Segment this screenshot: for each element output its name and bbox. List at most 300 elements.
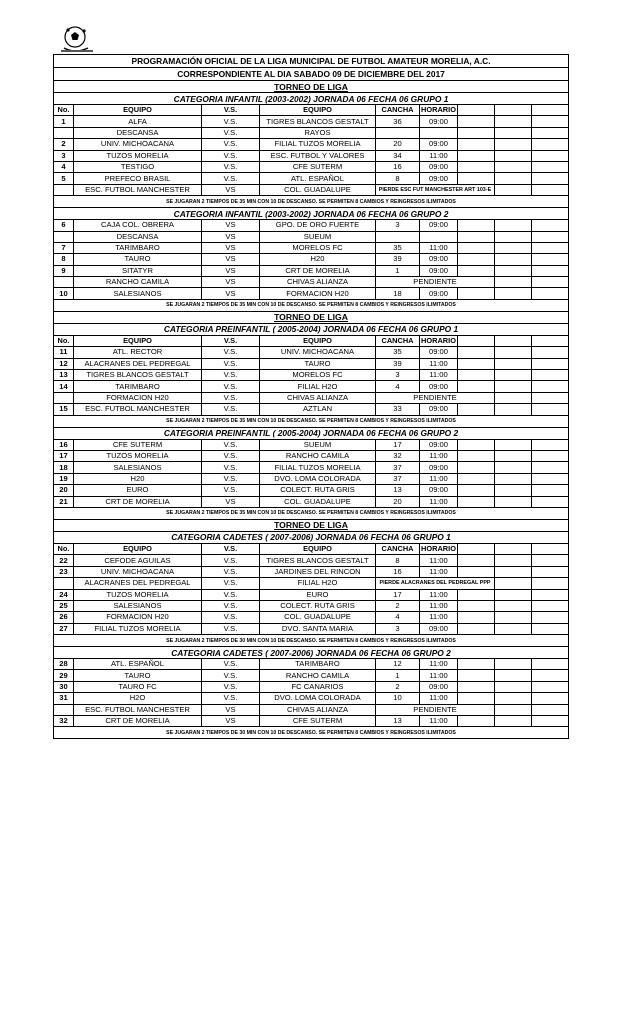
tournament-heading: TORNEO DE LIGA: [54, 81, 569, 93]
col-header-time: HORARIO: [421, 336, 456, 346]
home-team: CAJA COL. OBRERA: [74, 220, 202, 231]
empty-cell: [458, 485, 495, 496]
match-row: [54, 578, 569, 589]
match-time: 09:00: [420, 462, 458, 473]
empty-cell: [458, 462, 495, 473]
away-team: FC CANARIOS: [260, 681, 376, 692]
match-row: [54, 670, 569, 681]
rules-note: SE JUGARAN 2 TIEMPOS DE 30 MIN CON 10 DE DESCANSO. SE PERMITEN 8 CAMBIOS Y REINGRESOS ILIMITADOS: [54, 635, 569, 647]
away-team: JARDINES DEL RINCON: [260, 566, 376, 577]
match-time: 09:00: [420, 161, 458, 172]
col-header-court: CANCHA: [376, 335, 420, 346]
match-number: 27: [54, 623, 74, 634]
empty-cell: [458, 612, 495, 623]
home-team: TAURO: [74, 254, 202, 265]
category-heading: CATEGORIA INFANTIL (2003-2002) JORNADA 06 FECHA 06 GRUPO 1: [54, 93, 569, 105]
rules-note: SE JUGARAN 2 TIEMPOS DE 35 MIN CON 10 DE DESCANSO. SE PERMITEN 8 CAMBIOS Y REINGRESOS ILIMITADOS: [54, 299, 569, 311]
versus-label: V.S.: [202, 485, 260, 496]
empty-cell: [495, 220, 532, 231]
home-team: CEFODE AGUILAS: [74, 555, 202, 566]
empty-cell: [458, 566, 495, 577]
match-number: [54, 231, 74, 242]
match-row: [54, 277, 569, 288]
versus-label: V.S.: [202, 600, 260, 611]
empty-cell: [495, 716, 532, 727]
match-time: 09:00: [420, 265, 458, 276]
empty-cell: [495, 681, 532, 692]
away-team: FORMACION H20: [260, 288, 376, 299]
empty-cell: [532, 105, 569, 116]
match-row: [54, 381, 569, 392]
away-team: EURO: [260, 589, 376, 600]
away-team: TAURO: [260, 358, 376, 369]
empty-cell: [532, 555, 569, 566]
match-number: 10: [54, 288, 74, 299]
col-header-team1: EQUIPO: [74, 335, 202, 346]
empty-cell: [532, 566, 569, 577]
versus-label: VS: [202, 288, 260, 299]
category-heading: CATEGORIA INFANTIL (2003-2002) JORNADA 06 FECHA 06 GRUPO 2: [54, 208, 569, 220]
category-heading-row: [54, 208, 569, 220]
away-team: SUEUM: [260, 439, 376, 450]
empty-cell: [495, 150, 532, 161]
match-time: 11:00: [420, 693, 458, 704]
match-row: [54, 150, 569, 161]
col-header-no: No.: [54, 543, 74, 554]
schedule-table: [53, 54, 569, 739]
home-team: ESC. FUTBOL MANCHESTER: [74, 404, 202, 415]
empty-cell: [532, 659, 569, 670]
match-time: 09:00: [420, 254, 458, 265]
match-number: 18: [54, 462, 74, 473]
empty-cell: [458, 496, 495, 507]
match-row: [54, 358, 569, 369]
match-time: 09:00: [420, 485, 458, 496]
col-header-team1: EQUIPO: [74, 105, 202, 116]
match-time: 11:00: [420, 555, 458, 566]
empty-cell: [532, 670, 569, 681]
home-team: UNIV. MICHOACANA: [74, 566, 202, 577]
empty-cell: [458, 116, 495, 127]
away-team: DVO. SANTA MARIA: [260, 623, 376, 634]
match-number: 2: [54, 139, 74, 150]
empty-cell: [495, 589, 532, 600]
versus-label: VS: [202, 704, 260, 715]
match-time: 09:00: [420, 439, 458, 450]
col-header-court: CANCHA: [376, 543, 420, 554]
home-team: ATL. ESPAÑOL: [74, 659, 202, 670]
court-number: 8: [376, 555, 420, 566]
empty-cell: [532, 335, 569, 346]
empty-cell: [532, 358, 569, 369]
versus-label: V.S.: [202, 589, 260, 600]
empty-cell: [532, 347, 569, 358]
match-time: 09:00: [420, 173, 458, 184]
col-header-team2: EQUIPO: [260, 335, 376, 346]
versus-label: V.S.: [202, 612, 260, 623]
home-team: ATL. RECTOR: [74, 347, 202, 358]
versus-label: VS: [202, 220, 260, 231]
empty-cell: [532, 392, 569, 403]
home-team: TARIMBARO: [74, 242, 202, 253]
empty-cell: [532, 589, 569, 600]
match-time: [420, 127, 458, 138]
empty-cell: [532, 473, 569, 484]
court-number: 10: [376, 693, 420, 704]
category-heading: CATEGORIA PREINFANTIL ( 2005-2004) JORNADA 06 FECHA 06 GRUPO 1: [54, 323, 569, 335]
court-number: 4: [376, 612, 420, 623]
away-team: COL. GUADALUPE: [260, 612, 376, 623]
away-team: MORELOS FC: [260, 242, 376, 253]
match-row: [54, 127, 569, 138]
empty-cell: [495, 139, 532, 150]
match-time: 11:00: [420, 242, 458, 253]
match-row: [54, 404, 569, 415]
empty-cell: [532, 161, 569, 172]
versus-label: V.S.: [202, 173, 260, 184]
empty-cell: [532, 150, 569, 161]
empty-cell: [495, 439, 532, 450]
empty-cell: [458, 254, 495, 265]
away-team: FILIAL H2O: [260, 381, 376, 392]
empty-cell: [532, 254, 569, 265]
empty-cell: [532, 600, 569, 611]
empty-cell: [532, 578, 569, 589]
empty-cell: [532, 139, 569, 150]
col-header-no: No.: [54, 105, 74, 116]
home-team: FORMACION H20: [74, 392, 202, 403]
versus-label: V.S.: [202, 381, 260, 392]
away-team: TARIMBARO: [260, 659, 376, 670]
match-time: 09:00: [420, 404, 458, 415]
court-number: 12: [376, 659, 420, 670]
col-header-team1: EQUIPO: [74, 543, 202, 554]
empty-cell: [495, 704, 532, 715]
empty-cell: [495, 277, 532, 288]
empty-cell: [495, 473, 532, 484]
empty-cell: [532, 242, 569, 253]
empty-cell: [532, 693, 569, 704]
empty-cell: [532, 612, 569, 623]
court-number: 1: [376, 670, 420, 681]
match-number: 14: [54, 381, 74, 392]
empty-cell: [458, 105, 495, 116]
match-time: 09:00: [420, 220, 458, 231]
match-number: 6: [54, 220, 74, 231]
match-number: 20: [54, 485, 74, 496]
away-team: COL. GUADALUPE: [260, 496, 376, 507]
home-team: PREFECO BRASIL: [74, 173, 202, 184]
home-team: TAURO: [74, 670, 202, 681]
match-row: [54, 589, 569, 600]
empty-cell: [495, 347, 532, 358]
col-header-vs: V.S.: [202, 543, 260, 554]
empty-cell: [532, 381, 569, 392]
match-number: 5: [54, 173, 74, 184]
match-row: [54, 370, 569, 381]
away-team: DVO. LOMA COLORADA: [260, 693, 376, 704]
empty-cell: [532, 116, 569, 127]
match-row: [54, 473, 569, 484]
match-number: 32: [54, 716, 74, 727]
away-team: RANCHO CAMILA: [260, 670, 376, 681]
versus-label: VS: [202, 716, 260, 727]
match-row: [54, 161, 569, 172]
home-team: DESCANSA: [74, 231, 202, 242]
empty-cell: [458, 127, 495, 138]
empty-cell: [495, 659, 532, 670]
empty-cell: [458, 670, 495, 681]
match-time: 11:00: [420, 150, 458, 161]
away-team: H20: [260, 254, 376, 265]
court-number: 32: [376, 450, 420, 461]
match-number: 7: [54, 242, 74, 253]
empty-cell: [532, 277, 569, 288]
versus-label: VS: [202, 496, 260, 507]
match-row: [54, 450, 569, 461]
empty-cell: [495, 543, 532, 554]
away-team: CHIVAS ALIANZA: [260, 704, 376, 715]
rules-note: SE JUGARAN 2 TIEMPOS DE 35 MIN CON 10 DE DESCANSO. SE PERMITEN 8 CAMBIOS Y REINGRESOS ILIMITADOS: [54, 196, 569, 208]
versus-label: VS: [202, 277, 260, 288]
match-time: 11:00: [420, 450, 458, 461]
away-team: CRT DE MORELIA: [260, 265, 376, 276]
empty-cell: [495, 496, 532, 507]
schedule-sheet: [53, 54, 568, 739]
match-row: [54, 254, 569, 265]
home-team: SALESIANOS: [74, 462, 202, 473]
match-row: [54, 716, 569, 727]
empty-cell: [532, 439, 569, 450]
court-number: 2: [376, 600, 420, 611]
match-time: 09:00: [420, 116, 458, 127]
match-row: [54, 439, 569, 450]
match-time: 11:00: [420, 716, 458, 727]
home-team: ALFA: [74, 116, 202, 127]
col-header-team2: EQUIPO: [260, 543, 376, 554]
match-status-note: PENDIENTE: [376, 704, 495, 715]
home-team: TUZOS MORELIA: [74, 589, 202, 600]
empty-cell: [495, 450, 532, 461]
match-row: [54, 242, 569, 253]
col-header-no: No.: [54, 335, 74, 346]
rules-note-row: [54, 635, 569, 647]
empty-cell: [495, 578, 532, 589]
match-number: 28: [54, 659, 74, 670]
away-team: MORELOS FC: [260, 370, 376, 381]
empty-cell: [458, 150, 495, 161]
match-number: 19: [54, 473, 74, 484]
away-team: TIGRES BLANCOS GESTALT: [260, 555, 376, 566]
empty-cell: [495, 370, 532, 381]
tournament-heading-row: [54, 81, 569, 93]
match-number: 15: [54, 404, 74, 415]
empty-cell: [458, 139, 495, 150]
match-number: 23: [54, 566, 74, 577]
empty-cell: [495, 612, 532, 623]
match-number: [54, 127, 74, 138]
match-time: 09:00: [420, 347, 458, 358]
court-number: 17: [376, 589, 420, 600]
court-number: 33: [376, 404, 420, 415]
empty-cell: [495, 404, 532, 415]
away-team: GPO. DE ORO FUERTE: [260, 220, 376, 231]
match-number: 24: [54, 589, 74, 600]
match-time: 11:00: [420, 659, 458, 670]
empty-cell: [458, 173, 495, 184]
empty-cell: [458, 288, 495, 299]
empty-cell: [495, 693, 532, 704]
empty-cell: [458, 473, 495, 484]
home-team: TUZOS MORELIA: [74, 450, 202, 461]
rules-note-row: [54, 727, 569, 739]
versus-label: V.S.: [202, 404, 260, 415]
empty-cell: [495, 231, 532, 242]
match-row: [54, 462, 569, 473]
away-team: FILIAL TUZOS MORELIA: [260, 139, 376, 150]
empty-cell: [495, 485, 532, 496]
away-team: RANCHO CAMILA: [260, 450, 376, 461]
away-team: FILIAL TUZOS MORELIA: [260, 462, 376, 473]
empty-cell: [458, 623, 495, 634]
versus-label: V.S.: [202, 578, 260, 589]
away-team: CHIVAS ALIANZA: [260, 392, 376, 403]
empty-cell: [458, 589, 495, 600]
empty-cell: [495, 623, 532, 634]
versus-label: V.S.: [202, 392, 260, 403]
empty-cell: [532, 231, 569, 242]
match-number: 8: [54, 254, 74, 265]
court-number: 16: [376, 566, 420, 577]
match-number: 4: [54, 161, 74, 172]
match-time: 09:00: [420, 288, 458, 299]
match-number: 26: [54, 612, 74, 623]
match-time: 09:00: [420, 381, 458, 392]
empty-cell: [458, 347, 495, 358]
category-heading-row: [54, 323, 569, 335]
match-row: [54, 600, 569, 611]
court-number: 13: [376, 716, 420, 727]
empty-cell: [532, 450, 569, 461]
empty-cell: [495, 566, 532, 577]
match-number: 9: [54, 265, 74, 276]
match-row: [54, 184, 569, 195]
category-heading: CATEGORIA CADETES ( 2007-2006) JORNADA 06 FECHA 06 GRUPO 1: [54, 531, 569, 543]
versus-label: V.S.: [202, 439, 260, 450]
match-number: [54, 184, 74, 195]
match-status-note: PIERDE ESC FUT MANCHESTER ART 103-E: [376, 184, 495, 195]
match-number: 17: [54, 450, 74, 461]
column-header-row: [54, 543, 569, 554]
home-team: FILIAL TUZOS MORELIA: [74, 623, 202, 634]
empty-cell: [458, 693, 495, 704]
empty-cell: [495, 127, 532, 138]
empty-cell: [495, 288, 532, 299]
court-number: 3: [376, 370, 420, 381]
match-row: [54, 693, 569, 704]
empty-cell: [532, 704, 569, 715]
category-heading-row: [54, 647, 569, 659]
rules-note: SE JUGARAN 2 TIEMPOS DE 35 MIN CON 10 DE DESCANSO. SE PERMITEN 8 CAMBIOS Y REINGRESOS ILIMITADOS: [54, 415, 569, 427]
category-heading: CATEGORIA CADETES ( 2007-2006) JORNADA 06 FECHA 06 GRUPO 2: [54, 647, 569, 659]
col-header-team2: EQUIPO: [260, 105, 376, 116]
empty-cell: [495, 184, 532, 195]
tournament-heading-row: [54, 311, 569, 323]
empty-cell: [458, 450, 495, 461]
match-time: [420, 231, 458, 242]
home-team: CRT DE MORELIA: [74, 496, 202, 507]
home-team: RANCHO CAMILA: [74, 277, 202, 288]
empty-cell: [532, 716, 569, 727]
match-time: 09:00: [420, 681, 458, 692]
home-team: ESC. FUTBOL MANCHESTER: [74, 704, 202, 715]
empty-cell: [495, 392, 532, 403]
empty-cell: [458, 242, 495, 253]
versus-label: V.S.: [202, 693, 260, 704]
match-row: [54, 704, 569, 715]
empty-cell: [532, 127, 569, 138]
court-number: [376, 127, 420, 138]
match-number: 11: [54, 347, 74, 358]
match-number: 3: [54, 150, 74, 161]
court-number: 1: [376, 265, 420, 276]
home-team: ALACRANES DEL PEDREGAL: [74, 578, 202, 589]
league-logo: [58, 24, 96, 54]
empty-cell: [495, 161, 532, 172]
match-row: [54, 116, 569, 127]
home-team: ALACRANES DEL PEDREGAL: [74, 358, 202, 369]
home-team: TARIMBARO: [74, 381, 202, 392]
match-status-note: PENDIENTE: [376, 277, 495, 288]
home-team: TAURO FC: [74, 681, 202, 692]
document-title: PROGRAMACIÓN OFICIAL DE LA LIGA MUNICIPAL DE FUTBOL AMATEUR MORELIA, A.C.: [54, 55, 569, 68]
home-team: TUZOS MORELIA: [74, 150, 202, 161]
court-number: 20: [376, 496, 420, 507]
court-number: 39: [376, 358, 420, 369]
tournament-heading: TORNEO DE LIGA: [54, 519, 569, 531]
court-number: 8: [376, 173, 420, 184]
match-number: 22: [54, 555, 74, 566]
away-team: CFE SUTERM: [260, 161, 376, 172]
home-team: FORMACION H20: [74, 612, 202, 623]
category-heading-row: [54, 427, 569, 439]
away-team: TIGRES BLANCOS GESTALT: [260, 116, 376, 127]
rules-note: SE JUGARAN 2 TIEMPOS DE 30 MIN CON 10 DE DESCANSO. SE PERMITEN 8 CAMBIOS Y REINGRESOS ILIMITADOS: [54, 727, 569, 739]
match-row: [54, 496, 569, 507]
match-row: [54, 392, 569, 403]
match-number: 29: [54, 670, 74, 681]
versus-label: VS: [202, 254, 260, 265]
match-row: [54, 612, 569, 623]
empty-cell: [532, 496, 569, 507]
empty-cell: [458, 716, 495, 727]
away-team: DVO. LOMA COLORADA: [260, 473, 376, 484]
match-time: 11:00: [420, 496, 458, 507]
empty-cell: [495, 173, 532, 184]
away-team: AZTLAN: [260, 404, 376, 415]
home-team: TIGRES BLANCOS GESTALT: [74, 370, 202, 381]
court-number: 2: [376, 681, 420, 692]
empty-cell: [458, 381, 495, 392]
column-header-row: [54, 335, 569, 346]
match-number: 16: [54, 439, 74, 450]
court-number: 35: [376, 242, 420, 253]
rules-note-row: [54, 299, 569, 311]
column-header-row: [54, 105, 569, 116]
away-team: COLECT. RUTA GRIS: [260, 600, 376, 611]
empty-cell: [532, 462, 569, 473]
court-number: 3: [376, 220, 420, 231]
